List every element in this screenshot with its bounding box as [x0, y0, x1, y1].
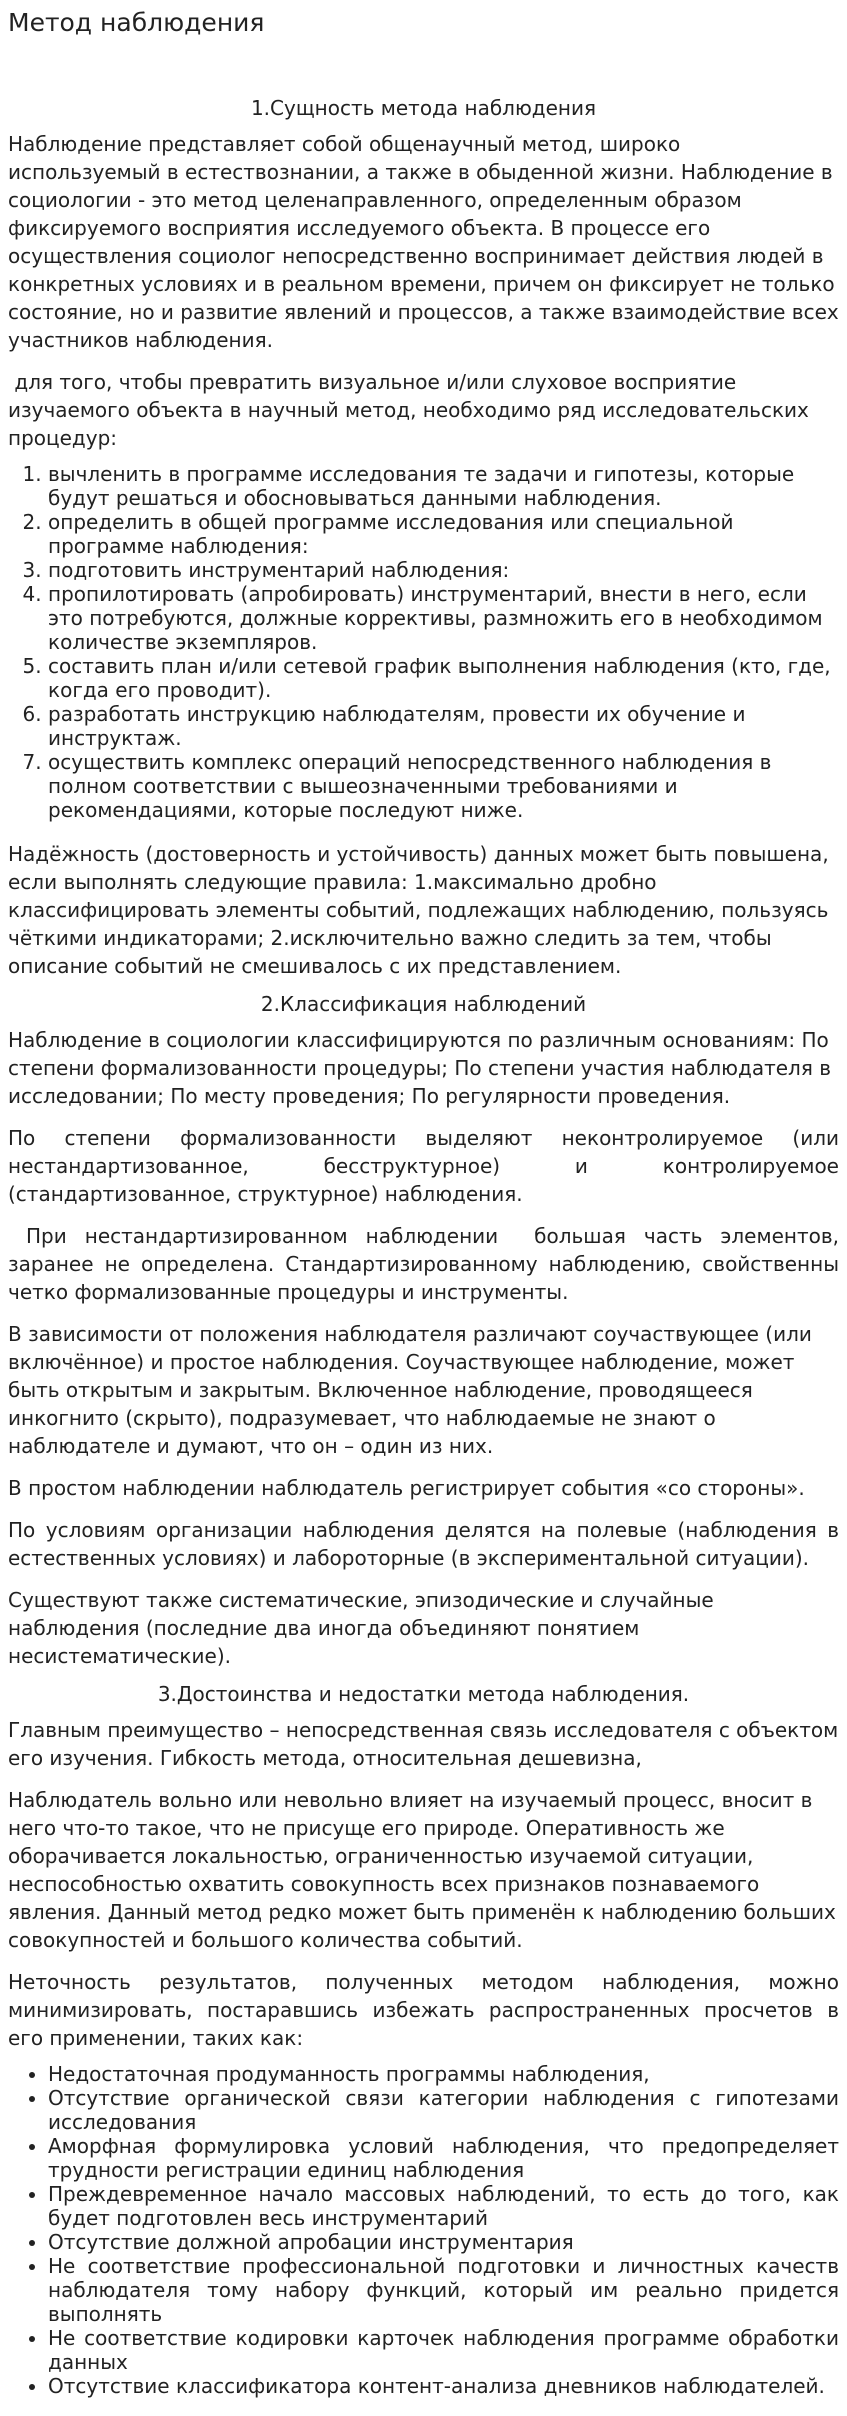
paragraph: для того, чтобы превратить визуальное и/или слуховое восприятие изучаемого объекта в научный метод, необходимо ряд исследовательских процедур: [8, 370, 816, 450]
paragraph: Надёжность (достоверность и устойчивость) данных может быть повышена, если выполнять следующие правила: 1.максимально дробно классифицировать элементы событий, подлежащих наблюдению, пользуясь чёткими индикаторами; 2.исключительно важно следить за тем, чтобы описание событий не смешивалось с их представлением. [8, 842, 829, 978]
list-item: 6. разработать инструкцию наблюдателям, провести их обучение и инструктаж. [48, 702, 839, 750]
list-item: • Аморфная формулировка условий наблюдения, что предопределяет трудности регистрации единиц наблюдения [48, 2134, 839, 2182]
list-item: • Недостаточная продуманность программы наблюдения, [48, 2062, 839, 2086]
list-item: 3. подготовить инструментарий наблюдения: [48, 558, 839, 582]
page-title: Метод наблюдения [8, 8, 265, 37]
list-item: 7. осуществить комплекс операций непосредственного наблюдения в полном соответствии с вышеозначенными требованиями и рекомендациями, которые последуют ниже. [48, 750, 839, 822]
section-pros-cons [8, 1680, 839, 2398]
paragraph: Существуют также систематические, эпизодические и случайные наблюдения (последние два иногда объединяют понятием несистематические). [8, 1588, 714, 1668]
list-item: • Не соответствие кодировки карточек наблюдения программе обработки данных [48, 2326, 839, 2374]
paragraph: В простом наблюдении наблюдатель регистрирует события «со стороны». [8, 1476, 805, 1500]
common-errors-list [8, 2062, 839, 2398]
section-essence [8, 94, 839, 980]
list-item: • Отсутствие органической связи категории наблюдения с гипотезами исследования [48, 2086, 839, 2134]
paragraph: Наблюдатель вольно или невольно влияет на изучаемый процесс, вносит в него что-то такое, что не присуще его природе. Оперативность же оборачивается локальностью, ограниченностью изучаемой ситуации, неспособностью охватить совокупность всех признаков познаваемого явления. Данный метод редко может быть применён к наблюдению больших совокупностей и большого количества событий. [8, 1788, 836, 1952]
paragraph: Главным преимущество – непосредственная связь исследователя с объектом его изучения. Гибкость метода, относительная дешевизна, [8, 1718, 839, 1770]
procedure-list [8, 462, 839, 822]
paragraph: При нестандартизированном наблюдении большая часть элементов, заранее не определена. Стандартизированному наблюдению, свойственны четко формализованные процедуры и инструменты. [8, 1224, 846, 1304]
list-item: • Преждевременное начало массовых наблюдений, то есть до того, как будет подготовлен весь инструментарий [48, 2182, 839, 2230]
paragraph: Наблюдение в социологии классифицируются по различным основаниям: По степени формализованности процедуры; По степени участия наблюдателя в исследовании; По месту проведения; По регулярности проведения. [8, 1028, 832, 1108]
list-item: • Отсутствие должной апробации инструментария [48, 2230, 839, 2254]
section-heading-essence: 1.Сущность метода наблюдения [250, 96, 597, 120]
list-item: 5. составить план и/или сетевой график выполнения наблюдения (кто, где, когда его проводит). [48, 654, 839, 702]
paragraph: Наблюдение представляет собой общенаучный метод, широко используемый в естествознании, а также в обыденной жизни. Наблюдение в социологии - это метод целенаправленного, определенным образом фиксируемого восприятия исследуемого объекта. В процессе его осуществления социолог непосредственно воспринимает действия людей в конкретных условиях и в реальном времени, причем он фиксирует не только состояние, но и развитие явлений и процессов, а также взаимодействие всех участников наблюдения. [8, 132, 839, 352]
list-item: • Не соответствие профессиональной подготовки и личностных качеств наблюдателя тому набору функций, который им реально придется выполнять [48, 2254, 839, 2326]
paragraph: По степени формализованности выделяют неконтролируемое (или нестандартизованное, бесструктурное) и контролируемое (стандартизованное, структурное) наблюдения. [8, 1126, 839, 1206]
paragraph: Неточность результатов, полученных методом наблюдения, можно минимизировать, постаравшись избежать распространенных просчетов в его применении, таких как: [8, 1970, 839, 2050]
section-heading-pros-cons: 3.Достоинства и недостатки метода наблюдения. [157, 1682, 690, 1706]
list-item: 1. вычленить в программе исследования те задачи и гипотезы, которые будут решаться и обосновываться данными наблюдения. [48, 462, 839, 510]
paragraph: По условиям организации наблюдения делятся на полевые (наблюдения в естественных условиях) и лабороторные (в экспериментальной ситуации). [8, 1518, 839, 1570]
list-item: 2. определить в общей программе исследования или специальной программе наблюдения: [48, 510, 839, 558]
section-classification [8, 990, 846, 1670]
section-heading-classification: 2.Классификация наблюдений [260, 992, 587, 1016]
list-item: 4. пропилотировать (апробировать) инструментарий, внести в него, если это потребуются, должные коррективы, размножить его в необходимом количестве экземпляров. [48, 582, 839, 654]
paragraph: В зависимости от положения наблюдателя различают соучаствующее (или включённое) и простое наблюдения. Соучаствующее наблюдение, может быть открытым и закрытым. Включенное наблюдение, проводящееся инкогнито (скрыто), подразумевает, что наблюдаемые не знают о наблюдателе и думают, что он – один из них. [8, 1322, 812, 1458]
list-item: • Отсутствие классификатора контент-анализа дневников наблюдателей. [48, 2374, 839, 2398]
